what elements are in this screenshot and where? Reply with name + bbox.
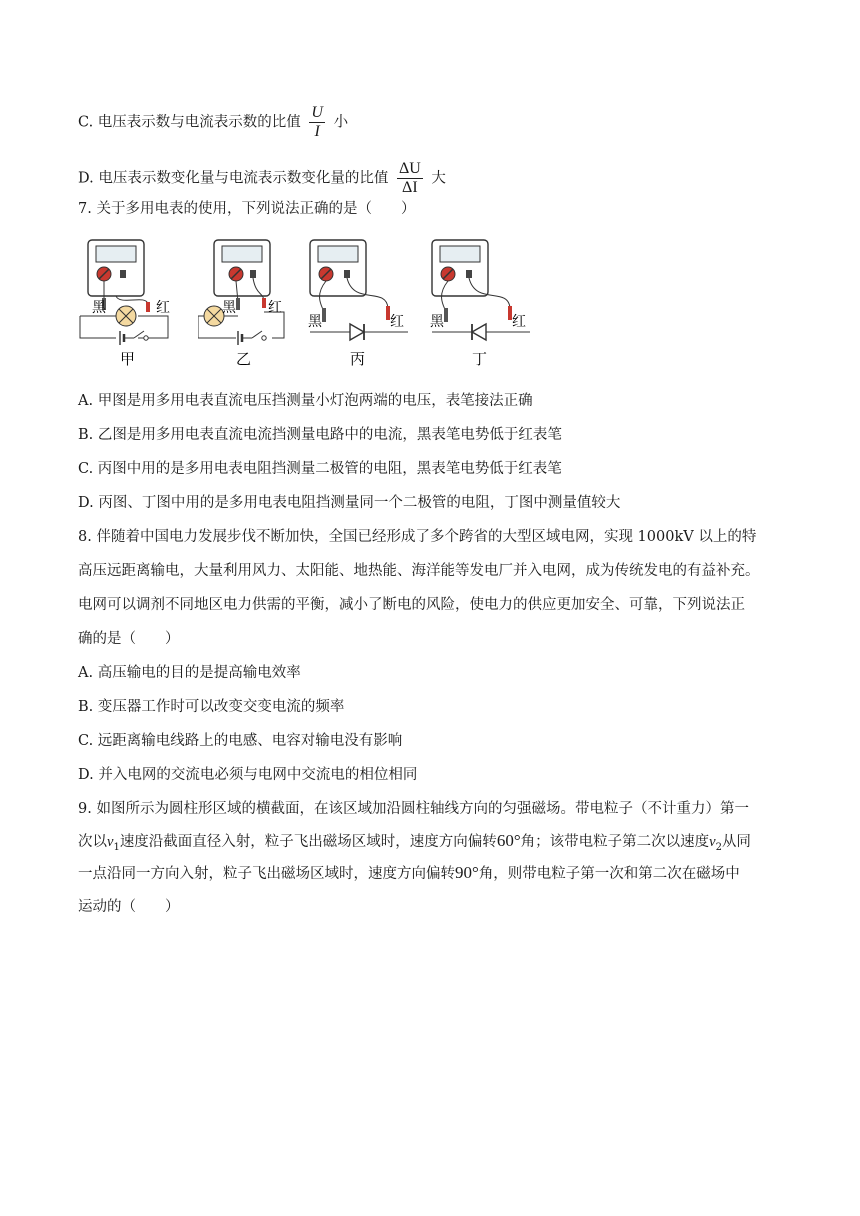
angle-90: 90° [455,863,479,882]
figure-caption: 丁 [472,350,488,368]
q9-text-segment: 次以 [78,834,107,850]
angle-60: 60° [496,831,521,850]
q9-stem-line-3 [78,863,740,884]
figure-caption: 丙 [350,350,366,368]
q7-option-d: D. 丙图、丁图中用的是多用电表电阻挡测量同一个二极管的电阻，丁图中测量值较大 [78,495,621,511]
q9-text-segment: 从同 [721,834,751,850]
frac-denominator: ΔI [402,179,418,196]
figure-caption: 甲 [120,350,136,368]
red-probe-label: 红 [512,314,526,330]
q8-option-b: B. 变压器工作时可以改变交变电流的频率 [78,699,345,715]
q9-stem-line-4: 运动的（ ） [78,899,180,915]
figure-ding [426,236,536,370]
red-probe-label: 红 [390,314,404,330]
q8-stem-line-1: 8. 伴随着中国电力发展步伐不断加快，全国已经形成了多个跨省的大型区域电网，实现 1000kV 以上的特 [78,529,757,545]
black-probe-label: 黑 [222,300,236,316]
q7-option-a: A. 甲图是用多用电表直流电压挡测量小灯泡两端的电压，表笔接法正确 [78,393,533,409]
black-probe-label: 黑 [308,314,322,330]
q7-option-c: C. 丙图中用的是多用电表电阻挡测量二极管的电阻，黑表笔电势低于红表笔 [78,461,562,477]
q7-option-b: B. 乙图是用多用电表直流电流挡测量电路中的电流，黑表笔电势低于红表笔 [78,427,562,443]
ratio-u-over-i [309,104,325,141]
q6-option-d [78,160,446,197]
q8-option-c: C. 远距离输电线路上的电感、电容对输电没有影响 [78,733,403,749]
frac-numerator: U [311,104,323,121]
q9-text-segment: 角；该带电粒子第二次以速度 [520,834,710,850]
q6-option-d-text: D. 电压表示数变化量与电流表示数变化量的比值 [78,170,389,187]
q8-option-d: D. 并入电网的交流电必须与电网中交流电的相位相同 [78,767,418,783]
red-probe-label: 红 [268,300,282,316]
q9-text-segment: 角，则带电粒子第一次和第二次在磁场中 [478,866,740,882]
q9-stem-line-1: 9. 如图所示为圆柱形区域的横截面，在该区域加沿圆柱轴线方向的匀强磁场。带电粒子（不计重力）第一 [78,801,749,817]
frac-denominator: I [314,123,320,140]
q6-option-c-text: C. 电压表示数与电流表示数的比值 [78,114,301,131]
figure-caption: 乙 [236,350,252,368]
figure-bing [304,236,414,370]
q8-stem-line-2: 高压远距离输电，大量利用风力、太阳能、地热能、海洋能等发电厂并入电网，成为传统发电的有益补充。 [78,563,760,579]
red-probe-label: 红 [156,300,170,316]
velocity-v2: v [709,834,716,850]
q6-option-c-suffix: 小 [333,114,349,131]
q7-stem: 7. 关于多用电表的使用，下列说法正确的是（ ） [78,201,416,217]
q8-option-a: A. 高压输电的目的是提高输电效率 [78,665,301,681]
ratio-delta-u-over-delta-i [397,160,423,197]
q9-stem-line-2 [78,831,751,858]
q8-stem-line-3: 电网可以调剂不同地区电力供需的平衡，减小了断电的风险，使电力的供应更加安全、可靠，下列说法正 [78,597,745,613]
q8-stem-line-4: 确的是（ ） [78,631,180,647]
q9-text-segment: 速度沿截面直径入射，粒子飞出磁场区域时，速度方向偏转 [119,834,497,850]
q6-option-c [78,104,348,141]
black-probe-label: 黑 [430,314,444,330]
velocity-v2-subscript: 2 [715,841,722,853]
figure-yi [198,236,298,370]
black-probe-label: 黑 [92,300,106,316]
figure-jia [76,236,176,370]
frac-numerator: ΔU [398,160,421,177]
velocity-v1-subscript: 1 [113,841,120,853]
q9-text-segment: 一点沿同一方向入射，粒子飞出磁场区域时，速度方向偏转 [78,866,455,882]
q6-option-d-suffix: 大 [431,170,446,187]
velocity-v1: v [107,834,114,850]
